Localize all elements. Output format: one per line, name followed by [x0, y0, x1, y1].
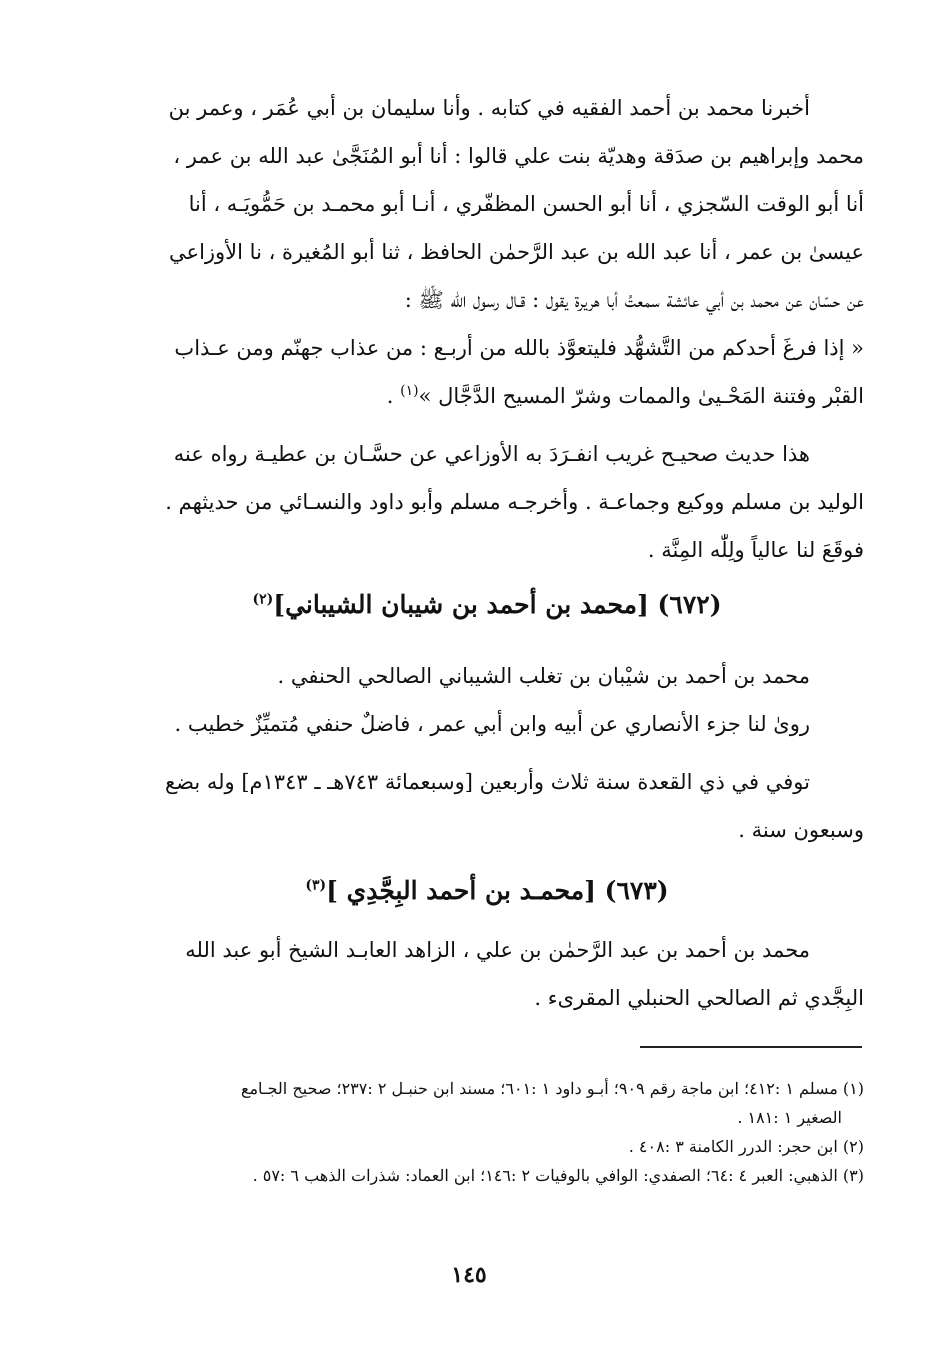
footnote-divider: [640, 1046, 862, 1048]
paragraph-line: الوليد بن مسلم ووكيع وجماعـة . وأخرجـه مسلم وأبو داود والنسـائي من حديثهم .: [165, 490, 864, 514]
paragraph-line: أنا أبو الوقت السّجزي ، أنا أبو الحسن المظفّري ، أنـا أبو محمـد بن حَمُّويَـه ، أنا: [188, 192, 864, 216]
footnote-ref: (١): [400, 383, 419, 399]
biography-paragraph: [110, 926, 864, 1022]
paragraph-line: توفي في ذي القعدة سنة ثلاث وأربعين [وسبعمائة ٧٤٣هـ ـ ١٣٤٣م] وله بضع: [164, 770, 810, 794]
entry-heading-672: [110, 580, 864, 630]
line-text: القبْر وفتنة المَحْـيىٰ والممات وشرّ المسيح الدَّجَّال »: [418, 384, 864, 408]
footnote-continuation: الصغير ١ :١٨١ .: [737, 1108, 842, 1127]
paragraph-line: هذا حديث صحيـح غريب انفـرَدَ به الأوزاعي عن حسَّـان بن عطيـة رواه عنه: [173, 442, 810, 466]
entry-heading-673: [110, 866, 864, 916]
death-date-paragraph: [110, 758, 864, 854]
page-number: ١٤٥: [451, 1262, 487, 1288]
paragraph-line: فوقَعَ لنا عالياً ولِلّٰه المِنَّة .: [647, 538, 864, 562]
paragraph-line: محمد بن أحمد بن عبد الرَّحمٰن بن علي ، الزاهد العابـد الشيخ أبو عبد الله: [185, 938, 810, 962]
footnotes: [150, 1074, 864, 1190]
footnote: (٣) الذهبي: العبر ٤ :٦٤؛ الصفدي: الوافي بالوفيات ٢ :١٤٦؛ ابن العماد: شذرات الذهب ٦ :٥٧ .: [252, 1166, 864, 1185]
hadith-commentary-paragraph: [110, 430, 864, 574]
paragraph-line: « إذا فرغَ أحدكم من التَّشهُّد فليتعوَّذ بالله من أربـع : من عذاب جهنّم ومن عـذاب: [174, 336, 864, 360]
line-end: .: [386, 384, 401, 408]
heading-text: (٦٧٢) [محمد بن أحمد بن شيبان الشيباني]: [273, 590, 722, 619]
biography-paragraph: [110, 652, 864, 748]
paragraph-line: وسبعون سنة .: [738, 818, 864, 842]
footnote-ref: (٣): [305, 877, 327, 894]
footnote-ref: (٢): [252, 591, 274, 608]
paragraph-line: محمد بن أحمد بن شيْبان بن تغلب الشيباني الصالحي الحنفي .: [277, 664, 810, 688]
paragraph-line: [110, 372, 864, 420]
footnote: (١) مسلم ١ :٤١٢؛ ابن ماجة رقم ٩٠٩؛ أبـو داود ١ :٦٠١؛ مسند ابن حنبـل ٢ :٢٣٧؛ صحيح الجـامع: [240, 1079, 864, 1098]
heading-text: (٦٧٣) [محمـد بن أحمد البِجَّدِي ]: [326, 876, 669, 905]
paragraph-line: البِجَّدي ثم الصالحي الحنبلي المقرىء .: [534, 986, 864, 1010]
hadith-isnad-paragraph: [110, 84, 864, 420]
paragraph-line: عيسىٰ بن عمر ، أنا عبد الله بن عبد الرَّحمٰن الحافظ ، ثنا أبو المُغيرة ، نا الأوزاعي: [169, 240, 864, 264]
paragraph-line: روىٰ لنا جزء الأنصاري عن أبيه وابن أبي عمر ، فاضلٌ حنفي مُتميِّزٌ خطيب .: [174, 712, 810, 736]
paragraph-line: عن حسّان عن محمد بن أبي عائشة سمعتُ أبا هريرة يقول : قـال رسول الله ﷺ :: [404, 288, 864, 312]
paragraph-line: أخبرنا محمد بن أحمد الفقيه في كتابه . وأنا سليمان بن أبي عُمَر ، وعمر بن: [168, 96, 810, 120]
paragraph-line: محمد وإبراهيم بن صدَقة وهديّة بنت علي قالوا : أنا أبو المُنَجَّىٰ عبد الله بن عمر ،: [173, 144, 864, 168]
footnote: (٢) ابن حجر: الدرر الكامنة ٣ :٤٠٨ .: [628, 1137, 864, 1156]
